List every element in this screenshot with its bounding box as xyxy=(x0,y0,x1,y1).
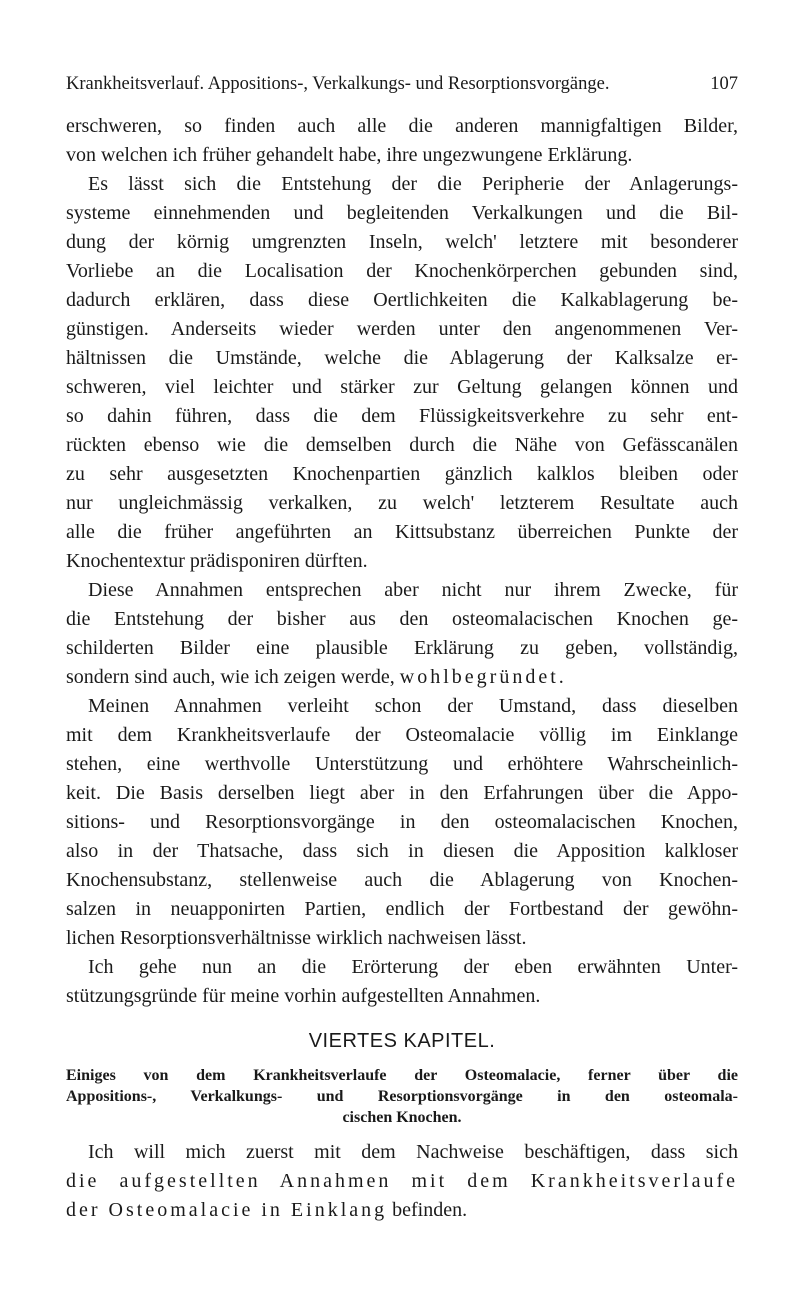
summary-line: Appositions-, Verkalkungs- und Resorptionsvorgänge in den osteomala- xyxy=(66,1088,738,1105)
text-line: Vorliebe an die Localisation der Knochenkörperchen gebunden sind, xyxy=(66,260,738,282)
text-line: günstigen. Anderseits wieder werden unter den angenommenen Ver- xyxy=(66,318,738,340)
text-line: mit dem Krankheitsverlaufe der Osteomalacie völlig im Einklange xyxy=(66,724,738,746)
paragraph-3 xyxy=(66,576,738,692)
text-segment: befinden. xyxy=(392,1199,468,1221)
text-line: salzen in neuapponirten Partien, endlich der Fortbestand der gewöhn- xyxy=(66,898,738,920)
text-line: schweren, viel leichter und stärker zur Geltung gelangen können und xyxy=(66,376,738,398)
page-number: 107 xyxy=(710,74,738,94)
summary-line: cischen Knochen. xyxy=(342,1109,462,1126)
text-line: erschweren, so finden auch alle die anderen mannigfaltigen Bilder, xyxy=(66,115,738,137)
text-line: Es lässt sich die Entstehung der die Peripherie der Anlagerungs- xyxy=(88,173,738,195)
paragraph-4 xyxy=(66,692,738,953)
page-body xyxy=(66,112,738,1225)
text-line: alle die früher angeführten an Kittsubstanz überreichen Punkte der xyxy=(66,521,738,543)
spacer xyxy=(66,1128,738,1138)
spaced-emphasis: der Osteomalacie in Einklang xyxy=(66,1199,388,1221)
text-line xyxy=(66,1196,738,1225)
text-line: zu sehr ausgesetzten Knochenpartien gänzlich kalklos bleiben oder xyxy=(66,463,738,485)
chapter-heading: VIERTES KAPITEL. xyxy=(308,1030,496,1052)
text-line: die Entstehung der bisher aus den osteomalacischen Knochen ge- xyxy=(66,608,738,630)
text-line: sitions- und Resorptionsvorgänge in den osteomalacischen Knochen, xyxy=(66,811,738,833)
text-line xyxy=(66,663,738,692)
text-line: lichen Resorptionsverhältnisse wirklich nachweisen lässt. xyxy=(66,927,527,949)
text-line: Meinen Annahmen verleiht schon der Umstand, dass dieselben xyxy=(88,695,738,717)
spaced-emphasis: die aufgestellten Annahmen mit dem Krankheitsverlaufe xyxy=(66,1170,738,1192)
spaced-emphasis: wohlbegründet. xyxy=(399,666,567,688)
text-line: dadurch erklären, dass diese Oertlichkeiten die Kalkablagerung be- xyxy=(66,289,738,311)
running-title: Krankheitsverlauf. Appositions-, Verkalkungs- und Resorptionsvorgänge. xyxy=(66,74,610,94)
text-line: dung der körnig umgrenzten Inseln, welch' letztere mit besonderer xyxy=(66,231,738,253)
text-line: Ich gehe nun an die Erörterung der eben erwähnten Unter- xyxy=(88,956,738,978)
text-line: so dahin führen, dass die dem Flüssigkeitsverkehre zu sehr ent- xyxy=(66,405,738,427)
chapter-summary xyxy=(66,1065,738,1128)
text-line: Ich will mich zuerst mit dem Nachweise beschäftigen, dass sich xyxy=(88,1141,738,1163)
text-line: stützungsgründe für meine vorhin aufgestellten Annahmen. xyxy=(66,985,541,1007)
paragraph-6 xyxy=(66,1138,738,1225)
text-segment: sondern sind auch, wie ich zeigen werde, xyxy=(66,666,395,688)
text-line: rückten ebenso wie die demselben durch die Nähe von Gefässcanälen xyxy=(66,434,738,456)
text-line: Diese Annahmen entsprechen aber nicht nur ihrem Zwecke, für xyxy=(88,579,738,601)
text-line: Knochensubstanz, stellenweise auch die Ablagerung von Knochen- xyxy=(66,869,738,891)
text-line: hältnissen die Umstände, welche die Ablagerung der Kalksalze er- xyxy=(66,347,738,369)
text-line: stehen, eine werthvolle Unterstützung und erhöhtere Wahrscheinlich- xyxy=(66,753,738,775)
paragraph-2 xyxy=(66,170,738,576)
text-line: Knochentextur prädisponiren dürften. xyxy=(66,550,368,572)
text-line: schilderten Bilder eine plausible Erklärung zu geben, vollständig, xyxy=(66,637,738,659)
text-line: systeme einnehmenden und begleitenden Verkalkungen und die Bil- xyxy=(66,202,738,224)
text-line: keit. Die Basis derselben liegt aber in den Erfahrungen über die Appo- xyxy=(66,782,738,804)
text-line: von welchen ich früher gehandelt habe, ihre ungezwungene Erklärung. xyxy=(66,144,633,166)
summary-line: Einiges von dem Krankheitsverlaufe der Osteomalacie, ferner über die xyxy=(66,1067,738,1084)
text-line: nur ungleichmässig verkalken, zu welch' letzterem Resultate auch xyxy=(66,492,738,514)
paragraph-5 xyxy=(66,953,738,1011)
text-line: also in der Thatsache, dass sich in diesen die Apposition kalkloser xyxy=(66,840,738,862)
paragraph-1 xyxy=(66,112,738,170)
